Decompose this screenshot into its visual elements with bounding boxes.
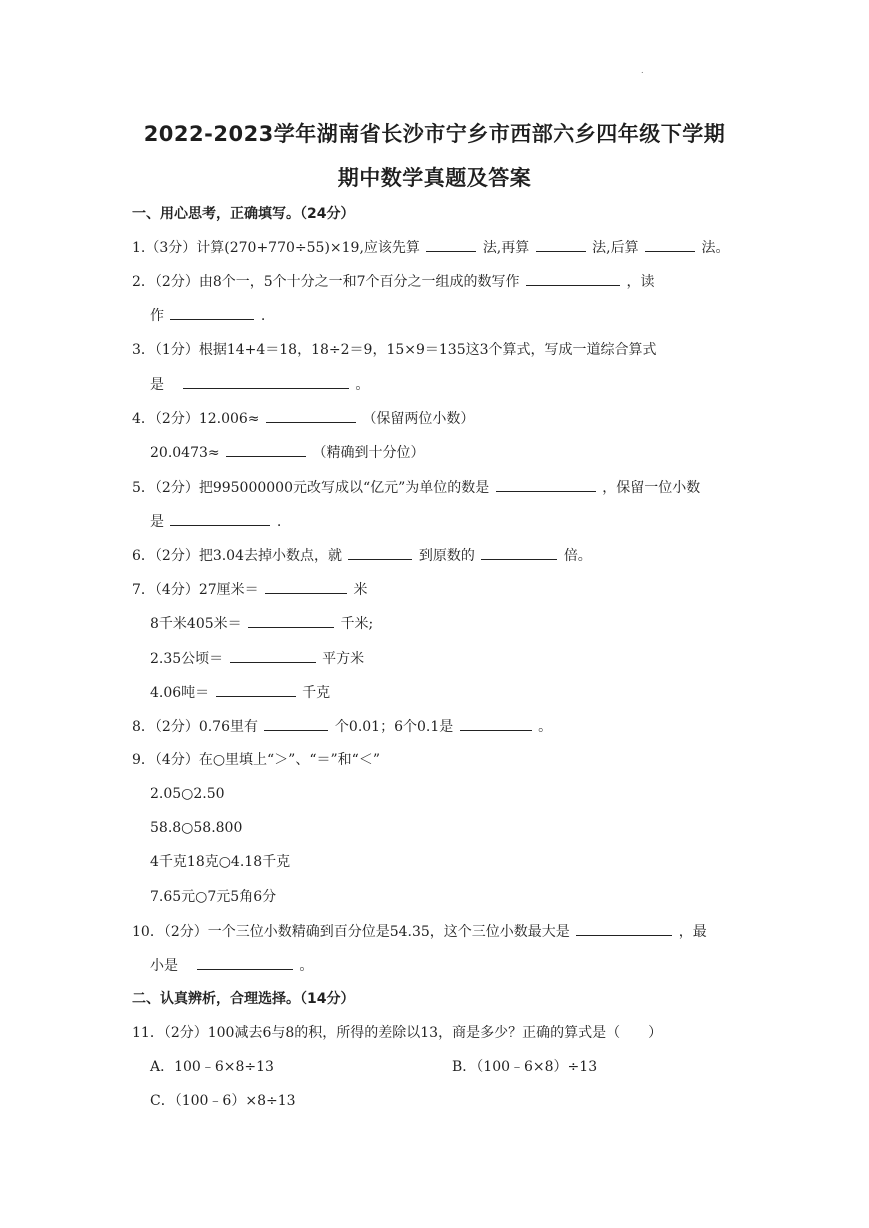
question-5 (132, 477, 700, 497)
q4-blank-1[interactable] (266, 408, 356, 423)
header-dot: . (641, 66, 644, 75)
q11-option-b[interactable]: B．（100﹣6×8）÷13 (452, 1059, 598, 1075)
q7-text-g: 4.06吨＝ (150, 685, 210, 701)
q8-blank-2[interactable] (460, 716, 532, 731)
question-7-line-3 (150, 648, 364, 668)
q1-blank-1[interactable] (426, 237, 476, 252)
q6-text-b: 到原数的 (418, 548, 475, 564)
section-2-heading: 二、认真辨析，合理选择。（14分） (132, 991, 355, 1007)
question-7 (132, 579, 368, 599)
question-10-cont (150, 955, 313, 975)
q5-text-b: ，保留一位小数 (602, 480, 701, 496)
q9-item-3: 4千克18克○4.18千克 (150, 854, 291, 870)
q8-text-a: 8．（2分）0.76里有 (132, 719, 258, 735)
question-5-cont (150, 511, 281, 531)
q6-text-a: 6．（2分）把3.04去掉小数点，就 (132, 548, 342, 564)
question-6 (132, 545, 592, 565)
q2-text-c: 作 (150, 308, 164, 324)
q7-text-d: 千米; (340, 616, 374, 632)
question-3-cont (150, 374, 369, 394)
q1-text-a: 1.（3分）计算(270+770÷55)×19,应该先算 (132, 240, 420, 256)
q5-blank-1[interactable] (496, 477, 596, 492)
question-11 (132, 1023, 662, 1043)
q3-text-c: 。 (355, 377, 370, 393)
q7-text-h: 千克 (302, 685, 331, 701)
question-7-line-4 (150, 682, 330, 702)
section-1-heading: 一、用心思考，正确填写。（24分） (132, 206, 355, 222)
q7-blank-2[interactable] (248, 613, 334, 628)
q3-blank[interactable] (183, 374, 349, 389)
q10-blank-2[interactable] (197, 955, 293, 970)
question-2 (132, 271, 654, 291)
q10-text-c: 小是 (150, 958, 178, 974)
q11-option-a[interactable]: A．100﹣6×8÷13 (150, 1059, 274, 1075)
question-7-line-2 (150, 613, 373, 633)
title-line-1: 2022-2023学年湖南省长沙市宁乡市西部六乡四年级下学期 (143, 122, 726, 146)
q3-text-b: 是 (150, 377, 164, 393)
q6-blank-2[interactable] (481, 545, 557, 560)
q2-text-b: ，读 (626, 274, 655, 290)
q9-text-a: 9．（4分）在○里填上“＞”、“＝”和“＜” (132, 752, 380, 768)
title-line-2: 期中数学真题及答案 (337, 166, 532, 190)
q6-blank-1[interactable] (348, 545, 412, 560)
q7-text-b: 米 (353, 582, 368, 598)
question-2-cont (150, 305, 265, 325)
q10-text-d: 。 (299, 958, 314, 974)
q2-blank-2[interactable] (170, 305, 254, 320)
q11-option-c[interactable]: C．（100﹣6）×8÷13 (150, 1093, 296, 1109)
question-8 (132, 716, 552, 736)
q1-blank-3[interactable] (645, 237, 695, 252)
q8-text-b: 个0.01；6个0.1是 (334, 719, 454, 735)
question-4-cont (150, 442, 425, 462)
q4-text-c: 20.0473≈ (150, 445, 220, 461)
q8-blank-1[interactable] (264, 716, 328, 731)
q4-text-a: 4．（2分）12.006≈ (132, 411, 260, 427)
q7-text-f: 平方米 (322, 651, 365, 667)
q2-text-d: . (260, 308, 266, 324)
q5-text-d: . (276, 514, 282, 530)
q5-text-c: 是 (150, 514, 164, 530)
q1-blank-2[interactable] (536, 237, 586, 252)
q9-item-2: 58.8○58.800 (150, 820, 243, 836)
q8-text-c: 。 (538, 719, 553, 735)
q7-text-a: 7．（4分）27厘米＝ (132, 582, 259, 598)
question-4 (132, 408, 474, 428)
q7-text-c: 8千米405米＝ (150, 616, 242, 632)
q7-blank-4[interactable] (216, 682, 296, 697)
q9-item-4: 7.65元○7元5角6分 (150, 889, 277, 905)
q11-text-a: 11．（2分）100减去6与8的积，所得的差除以13，商是多少？正确的算式是（ ） (132, 1025, 663, 1041)
question-1 (132, 237, 730, 257)
q5-text-a: 5．（2分）把995000000元改写成以“亿元”为单位的数是 (132, 480, 490, 496)
q1-text-b: 法,再算 (482, 240, 530, 256)
q9-item-1: 2.05○2.50 (150, 786, 225, 802)
q5-blank-2[interactable] (170, 511, 270, 526)
q1-text-c: 法,后算 (592, 240, 639, 256)
q2-text-a: 2．（2分）由8个一，5个十分之一和7个百分之一组成的数写作 (132, 274, 520, 290)
q3-text-a: 3．（1分）根据14+4＝18，18÷2＝9，15×9＝135这3个算式，写成一道综合算式 (132, 342, 657, 358)
q4-blank-2[interactable] (226, 442, 306, 457)
q4-text-d: （精确到十分位） (312, 445, 425, 461)
q4-text-b: （保留两位小数） (362, 411, 475, 427)
question-9 (132, 750, 380, 770)
q7-blank-1[interactable] (265, 579, 347, 594)
q10-text-b: ，最 (678, 924, 707, 940)
q6-text-c: 倍。 (563, 548, 592, 564)
question-10 (132, 921, 707, 941)
q7-blank-3[interactable] (230, 648, 316, 663)
q7-text-e: 2.35公顷＝ (150, 651, 224, 667)
q2-blank-1[interactable] (526, 271, 620, 286)
question-3 (132, 340, 657, 360)
q10-text-a: 10．（2分）一个三位小数精确到百分位是54.35，这个三位小数最大是 (132, 924, 570, 940)
q1-text-d: 法。 (701, 240, 730, 256)
q10-blank-1[interactable] (576, 921, 672, 936)
